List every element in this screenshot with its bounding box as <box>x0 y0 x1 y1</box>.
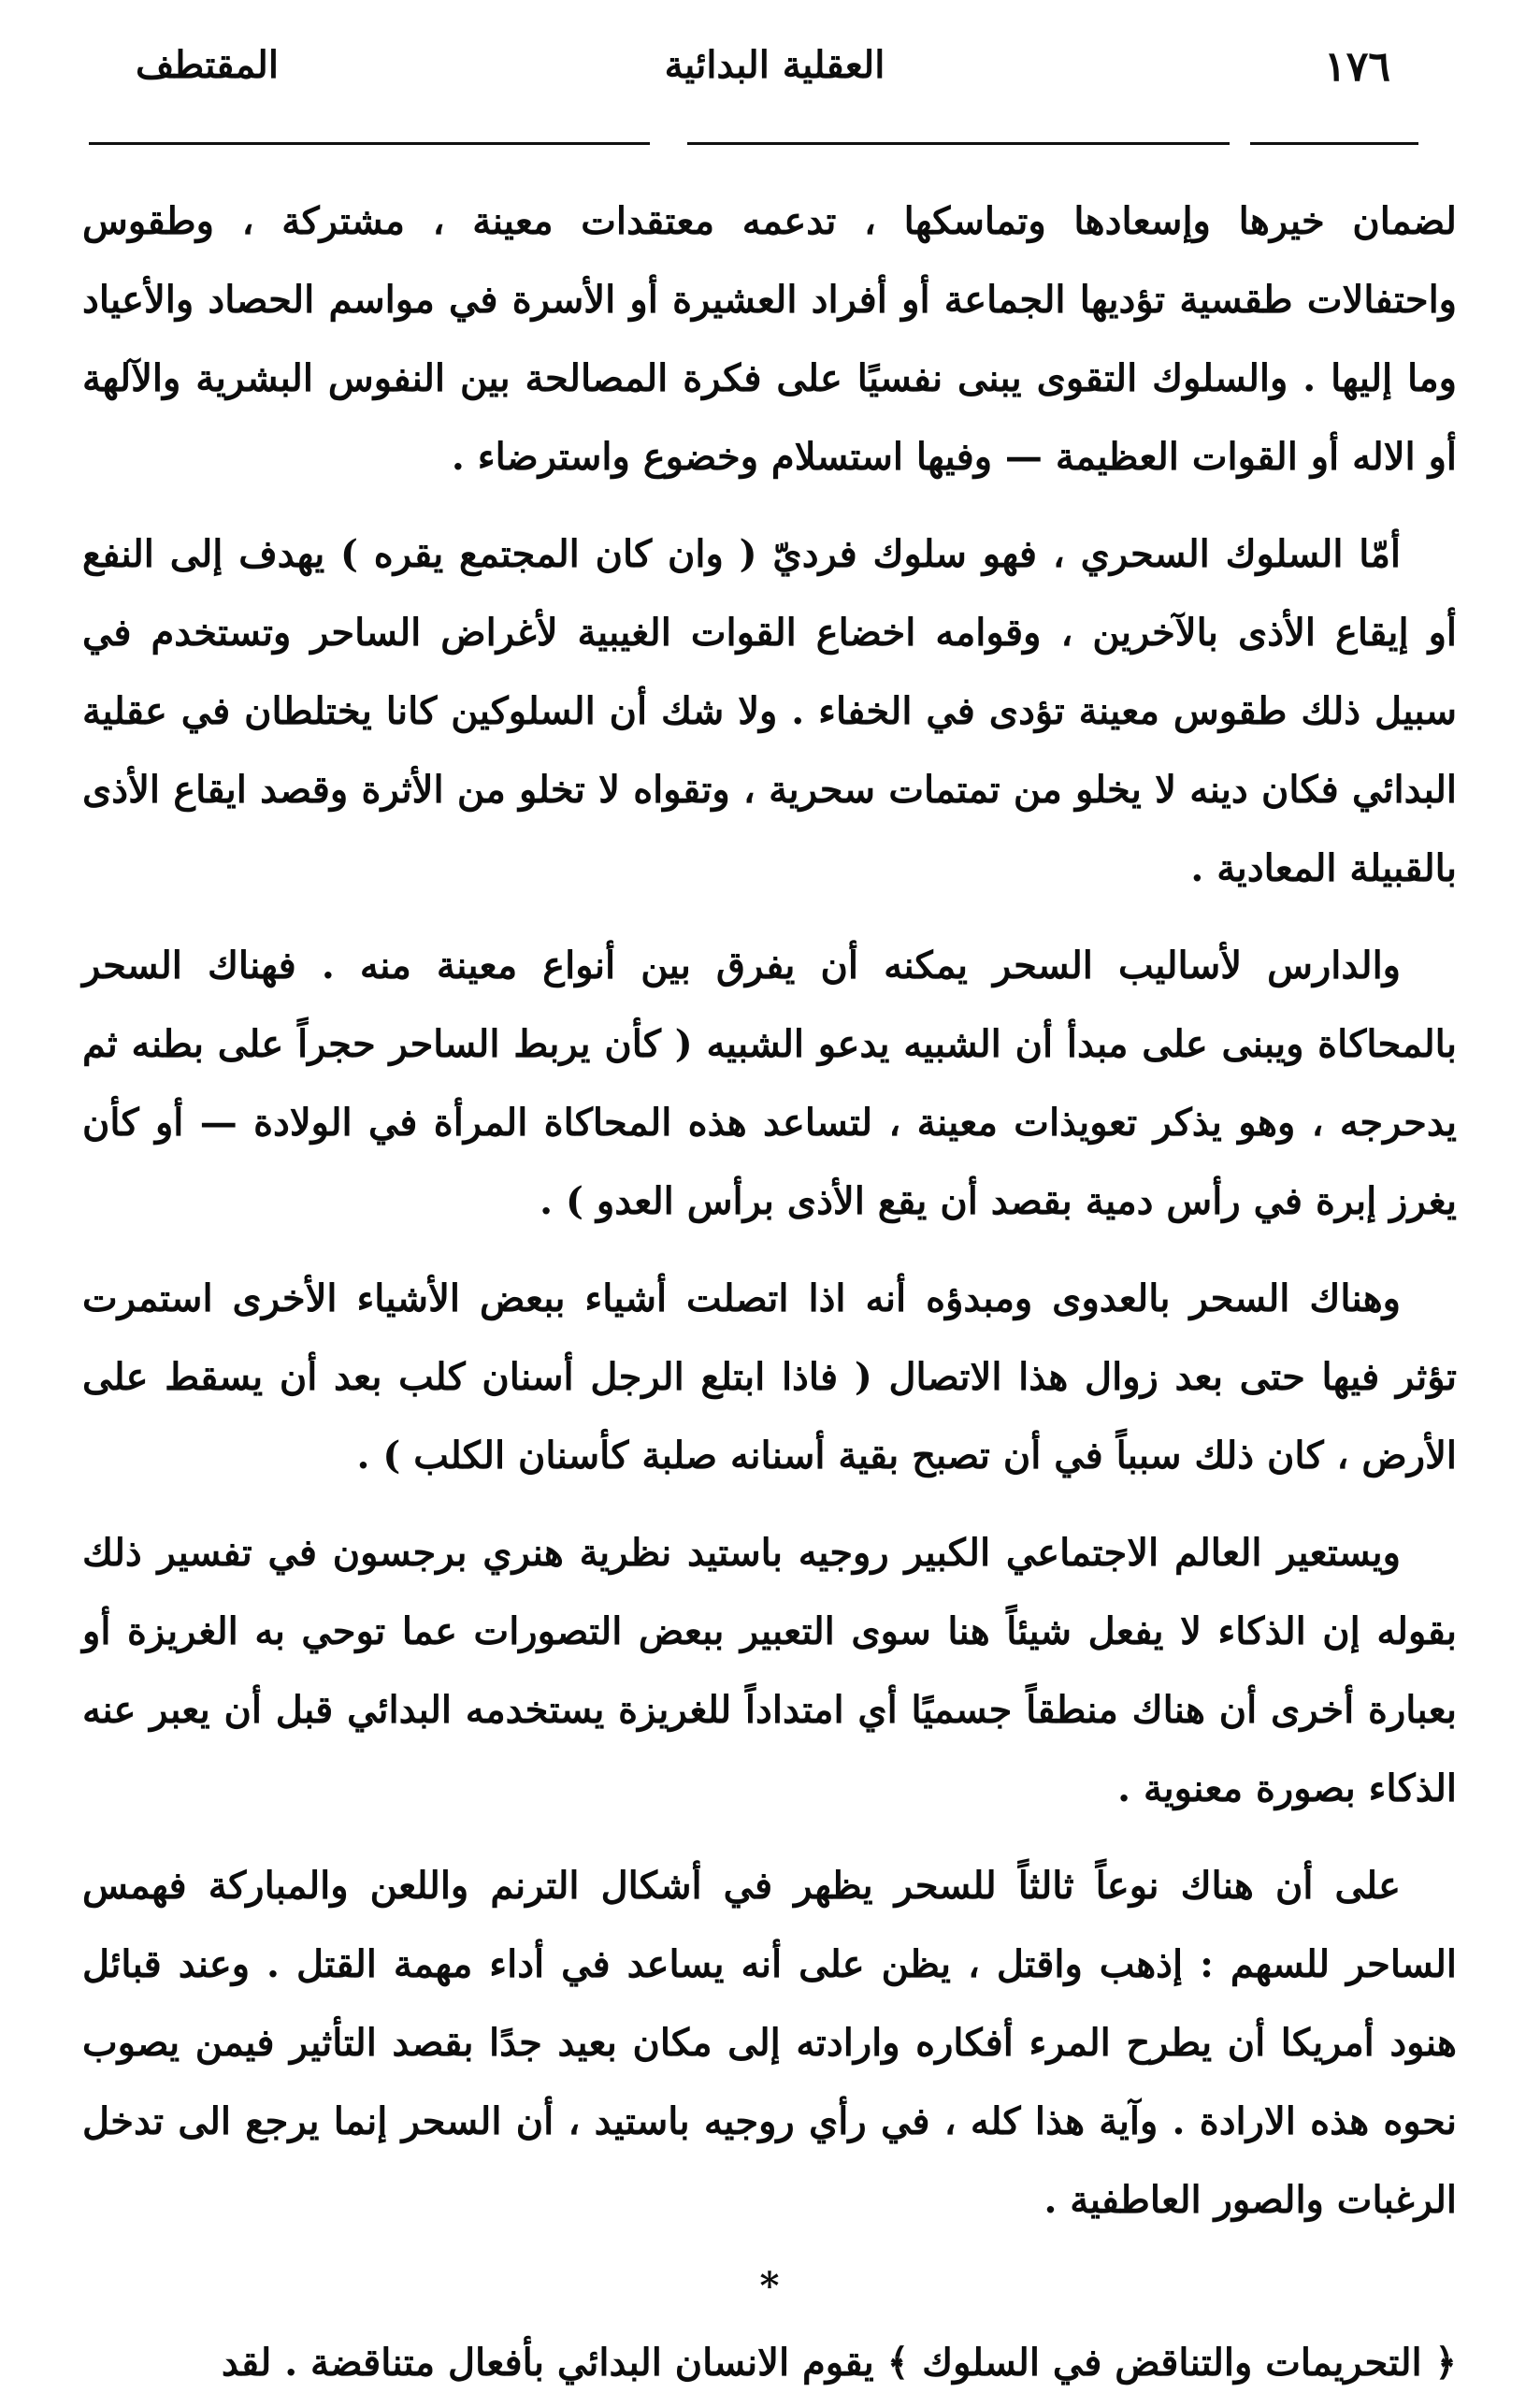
body-text <box>82 182 1457 2393</box>
paragraph: أمّا السلوك السحري ، فهو سلوك فرديّ ( وان كان المجتمع يقره ) يهدف إلى النفع أو إيقاع الأذى بالآخرين ، وقوامه اخضاع القوات الغيبية لأغراض الساحر وتستخدم في سبيل ذلك طقوس معينة تؤدى في الخفاء . ولا شك أن السلوكين كانا يختلطان في عقلية البدائي فكان دينه لا يخلو من تمتمات سحرية ، وتقواه لا تخلو من الأثرة وقصد ايقاع الأذى بالقبيلة المعادية . <box>82 532 1457 890</box>
article-title: العقلية البدائية <box>664 43 885 87</box>
header-rule-segment <box>1250 142 1418 145</box>
paragraph: على أن هناك نوعاً ثالثاً للسحر يظهر في أشكال الترنم واللعن والمباركة فهمس الساحر للسهم : إذهب واقتل ، يظن على أنه يساعد في أداء مهمة القتل . وعند قبائل هنود أمريكا أن يطرح المرء أفكاره وارادته إلى مكان بعيد جدًا بقصد التأثير فيمن يصوب نحوه هذه الارادة . وآية هذا كله ، في رأي روجيه باستيد ، أن السحر إنما يرجع الى تدخل الرغبات والصور العاطفية . <box>82 1864 1457 2222</box>
section-separator: * <box>759 2264 780 2308</box>
header-rule-segment <box>687 142 1230 145</box>
header-rule-segment <box>89 142 650 145</box>
page-number: ١٧٦ <box>1324 43 1390 91</box>
section-paragraph <box>82 2324 1457 2393</box>
section-text: يقوم الانسان البدائي بأفعال متناقضة . لقد <box>221 2341 874 2385</box>
paragraph: ويستعير العالم الاجتماعي الكبير روجيه باستيد نظرية هنري برجسون في تفسير ذلك بقوله إن الذكاء لا يفعل شيئاً هنا سوى التعبير ببعض التصورات عما توحي به الغريزة أو بعبارة أخرى أن هناك منطقاً جسميًا أي امتداداً للغريزة يستخدمه البدائي قبل أن يعبر عنه الذكاء بصورة معنوية . <box>82 1531 1457 1810</box>
paragraph: والدارس لأساليب السحر يمكنه أن يفرق بين أنواع معينة منه . فهناك السحر بالمحاكاة ويبنى على مبدأ أن الشبيه يدعو الشبيه ( كأن يربط الساحر حجراً على بطنه ثم يدحرجه ، وهو يذكر تعويذات معينة ، لتساعد هذه المحاكاة المرأة في الولادة — أو كأن يغرز إبرة في رأس دمية بقصد أن يقع الأذى برأس العدو ) . <box>82 944 1457 1223</box>
paragraph: لضمان خيرها وإسعادها وتماسكها ، تدعمه معتقدات معينة ، مشتركة ، وطقوس واحتفالات طقسية تؤديها الجماعة أو أفراد العشيرة أو الأسرة في مواسم الحصاد والأعياد وما إليها . والسلوك التقوى يبنى نفسيًا على فكرة المصالحة بين النفوس البشرية والآلهة أو الاله أو القوات العظيمة — وفيها استسلام وخضوع واسترضاء . <box>82 199 1457 479</box>
header-rule <box>89 142 1418 146</box>
section-heading: ﴿ التحريمات والتناقض في السلوك ﴾ <box>886 2341 1457 2385</box>
running-head <box>94 37 1456 103</box>
journal-name: المقتطف <box>136 43 279 87</box>
paragraph: وهناك السحر بالعدوى ومبدؤه أنه اذا اتصلت أشياء ببعض الأشياء الأخرى استمرت تؤثر فيها حتى بعد زوال هذا الاتصال ( فاذا ابتلع الرجل أسنان كلب بعد أن يسقط على الأرض ، كان ذلك سبباً في أن تصبح بقية أسنانه صلبة كأسنان الكلب ) . <box>82 1276 1457 1478</box>
